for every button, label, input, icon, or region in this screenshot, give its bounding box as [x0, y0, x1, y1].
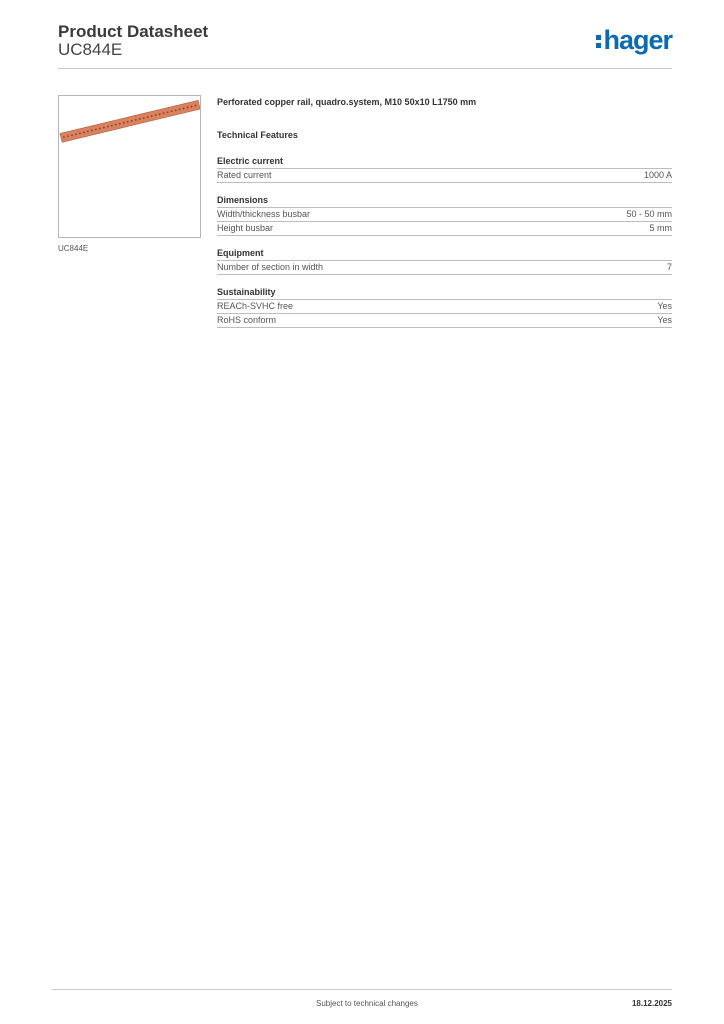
spec-row — [217, 169, 672, 183]
spec-value: 5 mm — [649, 223, 672, 233]
rail-body — [60, 100, 200, 142]
spec-label: RoHS conform — [217, 315, 277, 325]
page-title: Product Datasheet — [58, 22, 209, 41]
spec-section — [217, 195, 672, 236]
logo-dots-icon — [596, 35, 601, 48]
spec-value: 7 — [666, 262, 672, 272]
spec-row — [217, 300, 672, 314]
section-title: Sustainability — [217, 287, 672, 300]
spec-value: 1000 A — [643, 170, 672, 180]
spec-label: Number of section in width — [217, 262, 324, 272]
hager-logo — [596, 26, 672, 54]
spec-label: Rated current — [217, 170, 272, 180]
spec-label: REACh-SVHC free — [217, 301, 294, 311]
copper-rail-icon — [59, 96, 200, 237]
spec-value: Yes — [657, 301, 672, 311]
spec-section — [217, 156, 672, 183]
spec-section — [217, 248, 672, 275]
image-caption: UC844E — [58, 244, 89, 253]
footer-note: Subject to technical changes — [316, 999, 418, 1008]
spec-label: Width/thickness busbar — [217, 209, 311, 219]
section-title: Dimensions — [217, 195, 672, 208]
product-code: UC844E — [58, 40, 123, 59]
product-description: Perforated copper rail, quadro.system, M10 50x10 L1750 mm — [217, 97, 477, 107]
section-title: Equipment — [217, 248, 672, 261]
spec-section — [217, 287, 672, 328]
spec-row — [217, 314, 672, 328]
spec-value: Yes — [657, 315, 672, 325]
section-title: Electric current — [217, 156, 672, 169]
footer-date: 18.12.2025 — [631, 999, 672, 1008]
spec-row — [217, 261, 672, 275]
product-image — [58, 95, 201, 238]
spec-row — [217, 222, 672, 236]
footer-divider — [52, 989, 672, 990]
logo-text: hager — [603, 24, 672, 55]
spec-value: 50 - 50 mm — [626, 209, 672, 219]
header-divider — [58, 68, 672, 69]
page-header — [58, 20, 672, 70]
technical-features-heading: Technical Features — [217, 130, 298, 140]
spec-label: Height busbar — [217, 223, 274, 233]
spec-row — [217, 208, 672, 222]
spec-content — [217, 96, 672, 328]
